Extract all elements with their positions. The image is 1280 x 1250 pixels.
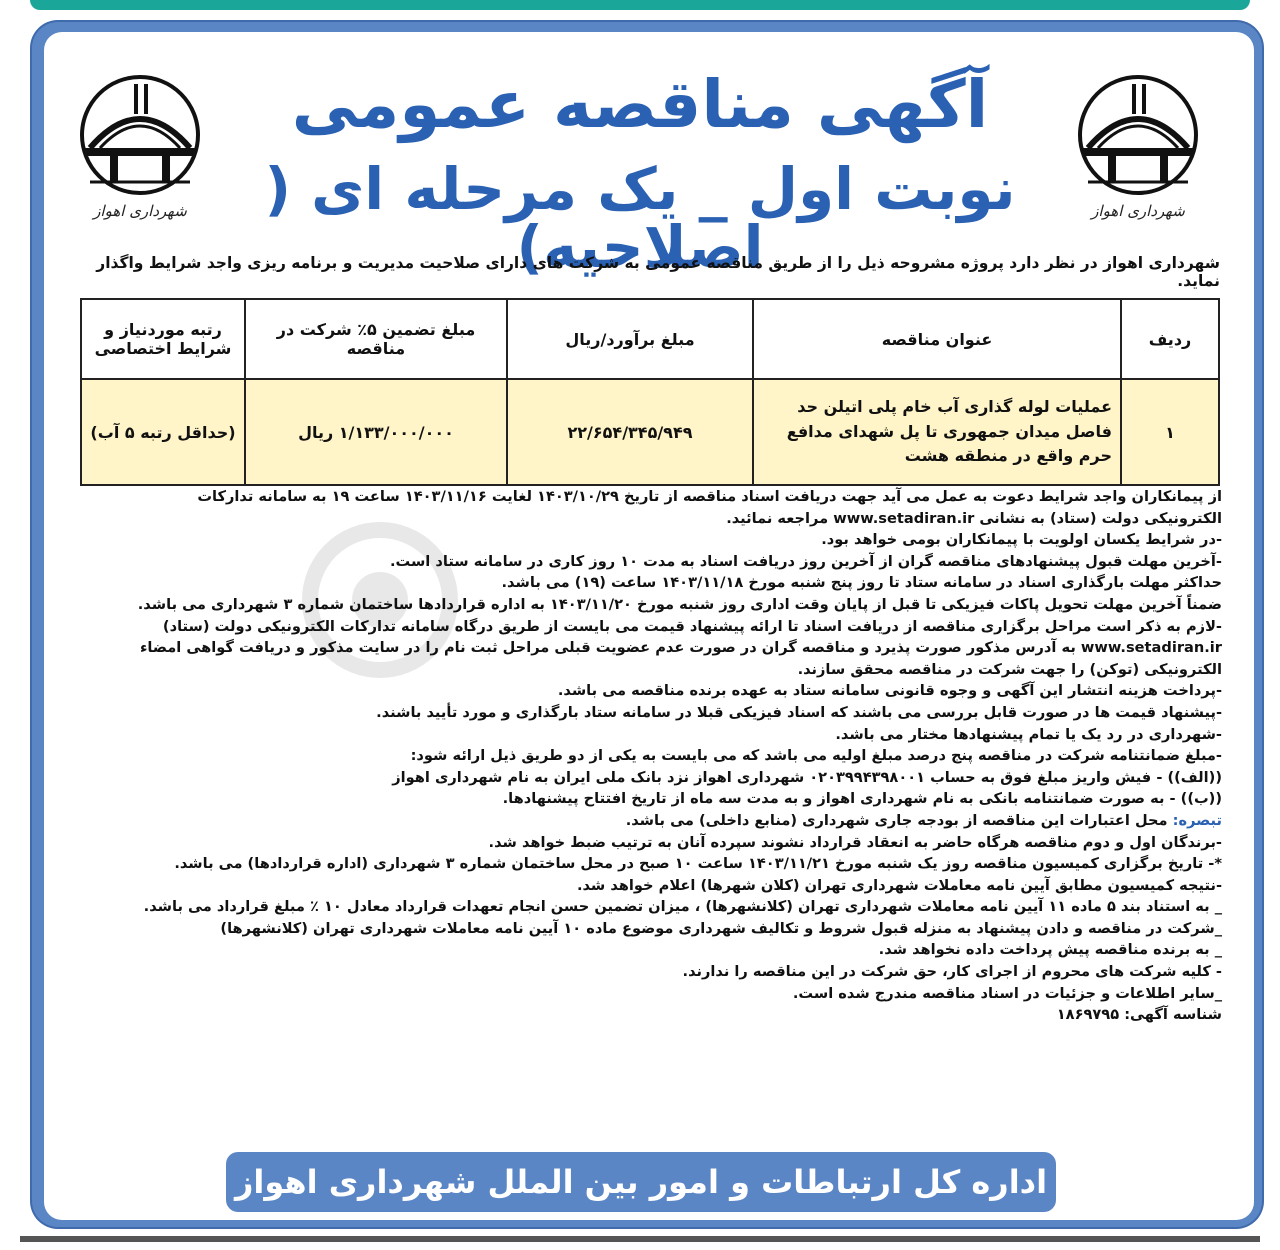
body-line: -پرداخت هزینه انتشار این آگهی و وجوه قانونی سامانه ستاد به عهده برنده مناقصه می باشد. [557, 682, 1222, 700]
cell-rank: (حداقل رتبه ۵ آب) [81, 379, 245, 485]
logo-caption: شهرداری اهواز [1091, 202, 1185, 220]
note-text: محل اعتبارات این مناقصه از بودجه جاری شهرداری (منابع داخلی) می باشد. [625, 811, 1173, 829]
header-guarantee: مبلغ تضمین ۵٪ شرکت در مناقصه [245, 299, 507, 379]
header-rank: رتبه موردنیاز و شرایط اختصاصی [81, 299, 245, 379]
body-line: _ به برنده مناقصه پیش پرداخت داده نخواهد شد. [878, 941, 1222, 959]
top-bar [0, 0, 1280, 14]
top-accent-bar [30, 0, 1250, 10]
cell-title: عملیات لوله گذاری آب خام پلی اتیلن حد فاصل میدان جمهوری تا پل شهدای مدافع حرم واقع در منطقه هشت [753, 379, 1121, 485]
intro-paragraph: شهرداری اهواز در نظر دارد پروژه مشروحه ذیل را از طریق مناقصه عمومی به شرکت های دارای صلاحیت مدیریت و برنامه ریزی واجد شرایط واگذار نماید. [96, 254, 1220, 290]
body-line: حداکثر مهلت بارگذاری اسناد در سامانه ستاد تا روز پنج شنبه مورخ ۱۴۰۳/۱۱/۱۸ ساعت (۱۹) می باشد. [501, 574, 1222, 592]
body-line: الکترونیکی (توکن) را جهت شرکت در مناقصه محقق سازند. [797, 660, 1222, 678]
body-line: _شرکت در مناقصه و دادن پیشنهاد به منزله قبول شروط و تکالیف شهرداری موضوع ماده ۱۰ آیین نامه معاملات شهرداری تهران (کلانشهرها) [220, 919, 1222, 937]
body-line: *- تاریخ برگزاری کمیسیون مناقصه روز یک شنبه مورخ ۱۴۰۳/۱۱/۲۱ ساعت ۱۰ صبح در محل ساختمان شماره ۳ شهرداری (اداره قراردادها) می باشد. [174, 855, 1222, 873]
cell-guarantee: ۱/۱۳۳/۰۰۰/۰۰۰ ریال [245, 379, 507, 485]
body-line: www.setadiran.ir به آدرس مذکور صورت پذیرد و مناقصه گران در صورت عدم عضویت قبلی مراحل ثبت نام را در سایت مذکور و دریافت گواهی امضاء [139, 639, 1222, 657]
note-line [76, 810, 1222, 832]
body-line: -برندگان اول و دوم مناقصه هرگاه حاضر به انعقاد قرارداد نشوند سپرده آنان به ترتیب ضبط خواهد شد. [488, 833, 1222, 851]
body-line: - کلیه شرکت های محروم از اجرای کار، حق شرکت در این مناقصه را ندارند. [682, 963, 1222, 981]
table-row [81, 379, 1219, 485]
ad-title: آگهی مناقصه عمومی [291, 66, 989, 143]
body-line: ((ب)) - به صورت ضمانتنامه بانکی به نام شهرداری اهواز و به مدت سه ماه از تاریخ افتتاح پیشنهادها. [502, 790, 1222, 808]
municipality-logo-right [1068, 70, 1208, 240]
body-line: -آخرین مهلت قبول پیشنهادهای مناقصه گران از آخرین روز دریافت اسناد به مدت ۱۰ روز کاری در سامانه ستاد است. [389, 552, 1222, 570]
body-line: الکترونیکی دولت (ستاد) به نشانی www.setadiran.ir مراجعه نمائید. [726, 509, 1222, 527]
municipality-logo-left [70, 70, 210, 240]
body-line: _سایر اطلاعات و جزئیات در اسناد مناقصه مندرج شده است. [792, 984, 1222, 1002]
header-index: ردیف [1121, 299, 1219, 379]
ad-id-line: شناسه آگهی: ۱۸۶۹۷۹۵ [1056, 1006, 1222, 1024]
cell-estimate: ۲۲/۶۵۴/۳۴۵/۹۴۹ [507, 379, 753, 485]
cell-index: ۱ [1121, 379, 1219, 485]
table-header-row [81, 299, 1219, 379]
ad-body [76, 486, 1222, 1026]
header-estimate: مبلغ برآورد/ریال [507, 299, 753, 379]
body-line: -لازم به ذکر است مراحل برگزاری مناقصه از دریافت اسناد تا ارائه پیشنهاد قیمت می بایست از طریق درگاه سامانه تدارکات الکترونیکی دولت (ستاد) [162, 617, 1222, 635]
body-line: ((الف)) - فیش واریز مبلغ فوق به حساب ۰۲۰۳۹۹۴۳۹۸۰۰۱ شهرداری اهواز نزد بانک ملی ایران به نام شهرداری اهواز [392, 768, 1222, 786]
body-line: از پیمانکاران واجد شرایط دعوت به عمل می آید جهت دریافت اسناد مناقصه از تاریخ ۱۴۰۳/۱۰/۲۹ لغایت ۱۴۰۳/۱۱/۱۶ ساعت ۱۹ به سامانه تدارکات [197, 488, 1222, 505]
tender-table [80, 298, 1220, 486]
bridge-logo-icon [70, 70, 210, 200]
note-label: تبصره: [1172, 811, 1222, 829]
body-line: ضمناً آخرین مهلت تحویل پاکات فیزیکی تا قبل از پایان وقت اداری روز شنبه مورخ ۱۴۰۳/۱۱/۲۰ به اداره قراردادها ساختمان شماره ۳ شهرداری می باشد. [137, 595, 1222, 613]
bridge-logo-icon [1068, 70, 1208, 200]
header-title: عنوان مناقصه [753, 299, 1121, 379]
body-line: -پیشنهاد قیمت ها در صورت قابل بررسی می باشند که اسناد فیزیکی قبلا در سامانه ستاد بارگذاری و مورد تأیید باشند. [376, 703, 1222, 721]
body-line: -در شرایط یکسان اولویت با پیمانکاران بومی خواهد بود. [821, 531, 1222, 549]
logo-caption: شهرداری اهواز [93, 202, 187, 220]
body-line: -شهرداری در رد یک یا تمام پیشنهادها مختار می باشد. [835, 725, 1222, 743]
body-line: -مبلغ ضمانتنامه شرکت در مناقصه پنج درصد مبلغ اولیه می باشد که می بایست به یکی از دو طریق ذیل ارائه شود: [410, 747, 1222, 765]
body-line: -نتیجه کمیسیون مطابق آیین نامه معاملات شهرداری تهران (کلان شهرها) اعلام خواهد شد. [576, 876, 1222, 894]
ad-subtitle: نوبت اول _ یک مرحله ای ( اصلاحیه) [264, 155, 1016, 281]
body-line: _ به استناد بند ۵ ماده ۱۱ آیین نامه معاملات شهرداری تهران (کلانشهرها) ، میزان تضمین حسن انجام تعهدات قرارداد معادل ۱۰ ٪ مبلغ قرارداد می باشد. [143, 898, 1222, 916]
footer-divider [20, 1236, 1260, 1242]
footer-banner: اداره کل ارتباطات و امور بین الملل شهرداری اهواز [226, 1152, 1056, 1212]
